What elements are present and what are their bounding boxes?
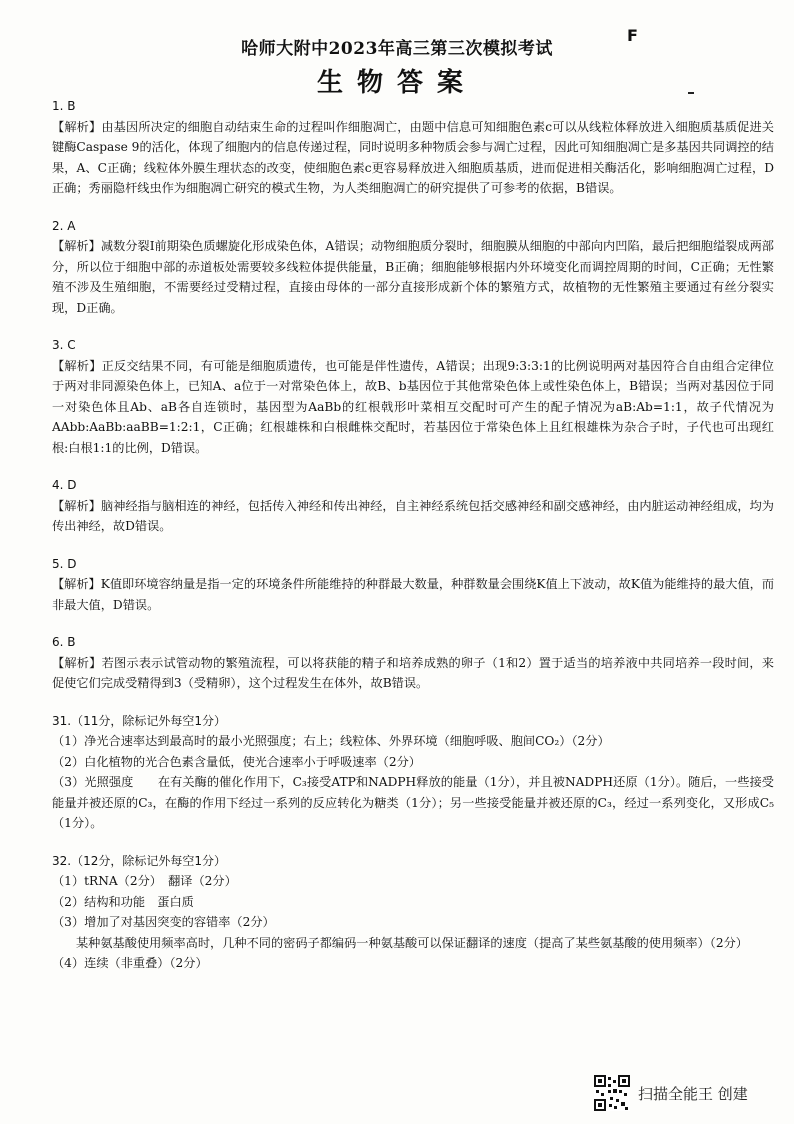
page-subtitle: 生物答案: [316, 68, 477, 98]
answer-line: （2）白化植物的光合色素含量低，使光合速率小于呼吸速率（2分）: [52, 754, 421, 769]
answer-line: 某种氨基酸使用频率高时，几种不同的密码子都编码一种氨基酸可以保证翻译的速度（提高了某些氨基酸的使用频率）（2分）: [76, 935, 748, 950]
question-number: 2. A: [52, 218, 76, 233]
question-explanation: 【解析】K值即环境容纳量是指一定的环境条件所能维持的种群最大数量，种群数量会围绕K值上下波动，故K值为能维持的最大值，而非最大值，D错误。: [52, 577, 775, 612]
answer-content: [52, 96, 774, 991]
answer-line: （2）结构和功能 蛋白质: [52, 894, 194, 909]
question-heading: 31.（11分，除标记外每空1分）: [52, 713, 226, 728]
question-2: [52, 216, 774, 319]
scanner-watermark: [594, 1074, 748, 1112]
answer-line: （4）连续（非重叠）（2分）: [52, 956, 208, 970]
corner-mark: F: [627, 26, 638, 45]
scanner-label: 扫描全能王 创建: [638, 1084, 748, 1103]
question-number: 1. B: [52, 99, 76, 113]
answer-line: （1）tRNA（2分） 翻译（2分）: [52, 874, 237, 888]
question-number: 4. D: [52, 478, 77, 492]
question-3: [52, 335, 774, 458]
page-title: 哈师大附中2023年高三第三次模拟考试: [241, 39, 553, 59]
question-6: [52, 632, 774, 694]
question-number: 5. D: [52, 556, 77, 571]
question-heading: 32.（12分，除标记外每空1分）: [52, 853, 226, 868]
question-4: [52, 475, 774, 537]
question-32: [52, 851, 774, 974]
question-31: [52, 711, 774, 834]
question-explanation: 【解析】若图示表示试管动物的繁殖流程，可以将获能的精子和培养成熟的卵子（1和2）置于适当的培养液中共同培养一段时间，来促使它们完成受精得到3（受精卵），这个过程发生在体外，故B错误。: [52, 655, 774, 690]
question-number: 3. C: [52, 338, 76, 352]
question-explanation: 【解析】减数分裂Ⅰ前期染色质螺旋化形成染色体，A错误；动物细胞质分裂时，细胞膜从细胞的中部向内凹陷，最后把细胞缢裂成两部分，所以位于细胞中部的赤道板处需要较多线粒体提供能量，B正确；细胞能够根据内外环境变化而调控周期的时间，C正确；无性繁殖不涉及生殖细胞，不需要经过受精过程，直接由母体的一部分直接形成新个体的繁殖方式，故植物的无性繁殖主要通过有丝分裂实现，D正确。: [52, 239, 774, 315]
answer-line: （3）增加了对基因突变的容错率（2分）: [52, 915, 275, 929]
answer-line: （1）净光合速率达到最高时的最小光照强度；右上；线粒体、外界环境（细胞呼吸、胞间CO₂）（2分）: [52, 734, 610, 748]
question-5: [52, 554, 774, 616]
qr-code-icon: [594, 1075, 630, 1111]
question-explanation: 【解析】正反交结果不同，有可能是细胞质遗传，也可能是伴性遗传，A错误；出现9:3:3:1的比例说明两对基因符合自由组合定律位于两对非同源染色体上，已知A、a位于一对常染色体上，故B、b基因位于其他常染色体上或性染色体上，B错误；当两对基因位于同一对染色体且Ab、aB各自连锁时，基因型为AaBb的红根戟形叶菜相互交配时可产生的配子情况为aB:Ab=1:1，故子代情况为AAbb:AaBb:aaBB=1:2:1，C正确；红根雄株和白根雌株交配时，若基因位于常染色体上且红根雄株为杂合子时，子代也可出现红根:白根1:1的比例，D错误。: [52, 358, 774, 455]
answer-line: （3）光照强度 在有关酶的催化作用下，C₃接受ATP和NADPH释放的能量（1分），并且被NADPH还原（1分）。随后，一些接受能量并被还原的C₃，在酶的作用下经过一系列的反应转化为糖类（1分）；另一些接受能量并被还原的C₃，经过一系列变化，又形成C₅（1分）。: [52, 775, 774, 830]
question-number: 6. B: [52, 635, 76, 649]
question-explanation: 【解析】由基因所决定的细胞自动结束生命的过程叫作细胞凋亡，由题中信息可知细胞色素c可以从线粒体释放进入细胞质基质促进关键酶Caspase 9的活化，体现了细胞内的信息传递过程，同时说明多种物质会参与凋亡过程，因此可知细胞凋亡是多基因共同调控的结果，A、C正确；线粒体外膜生理状态的改变，使细胞色素c更容易释放进入细胞质基质，进而促进相关酶活化，影响细胞凋亡过程，D正确；秀丽隐杆线虫作为细胞凋亡研究的模式生物，为人类细胞凋亡的研究提供了可参考的依据，B错误。: [52, 119, 774, 195]
question-explanation: 【解析】脑神经指与脑相连的神经，包括传入神经和传出神经，自主神经系统包括交感神经和副交感神经，由内脏运动神经组成，均为传出神经，故D错误。: [52, 498, 774, 533]
question-1: [52, 96, 774, 199]
